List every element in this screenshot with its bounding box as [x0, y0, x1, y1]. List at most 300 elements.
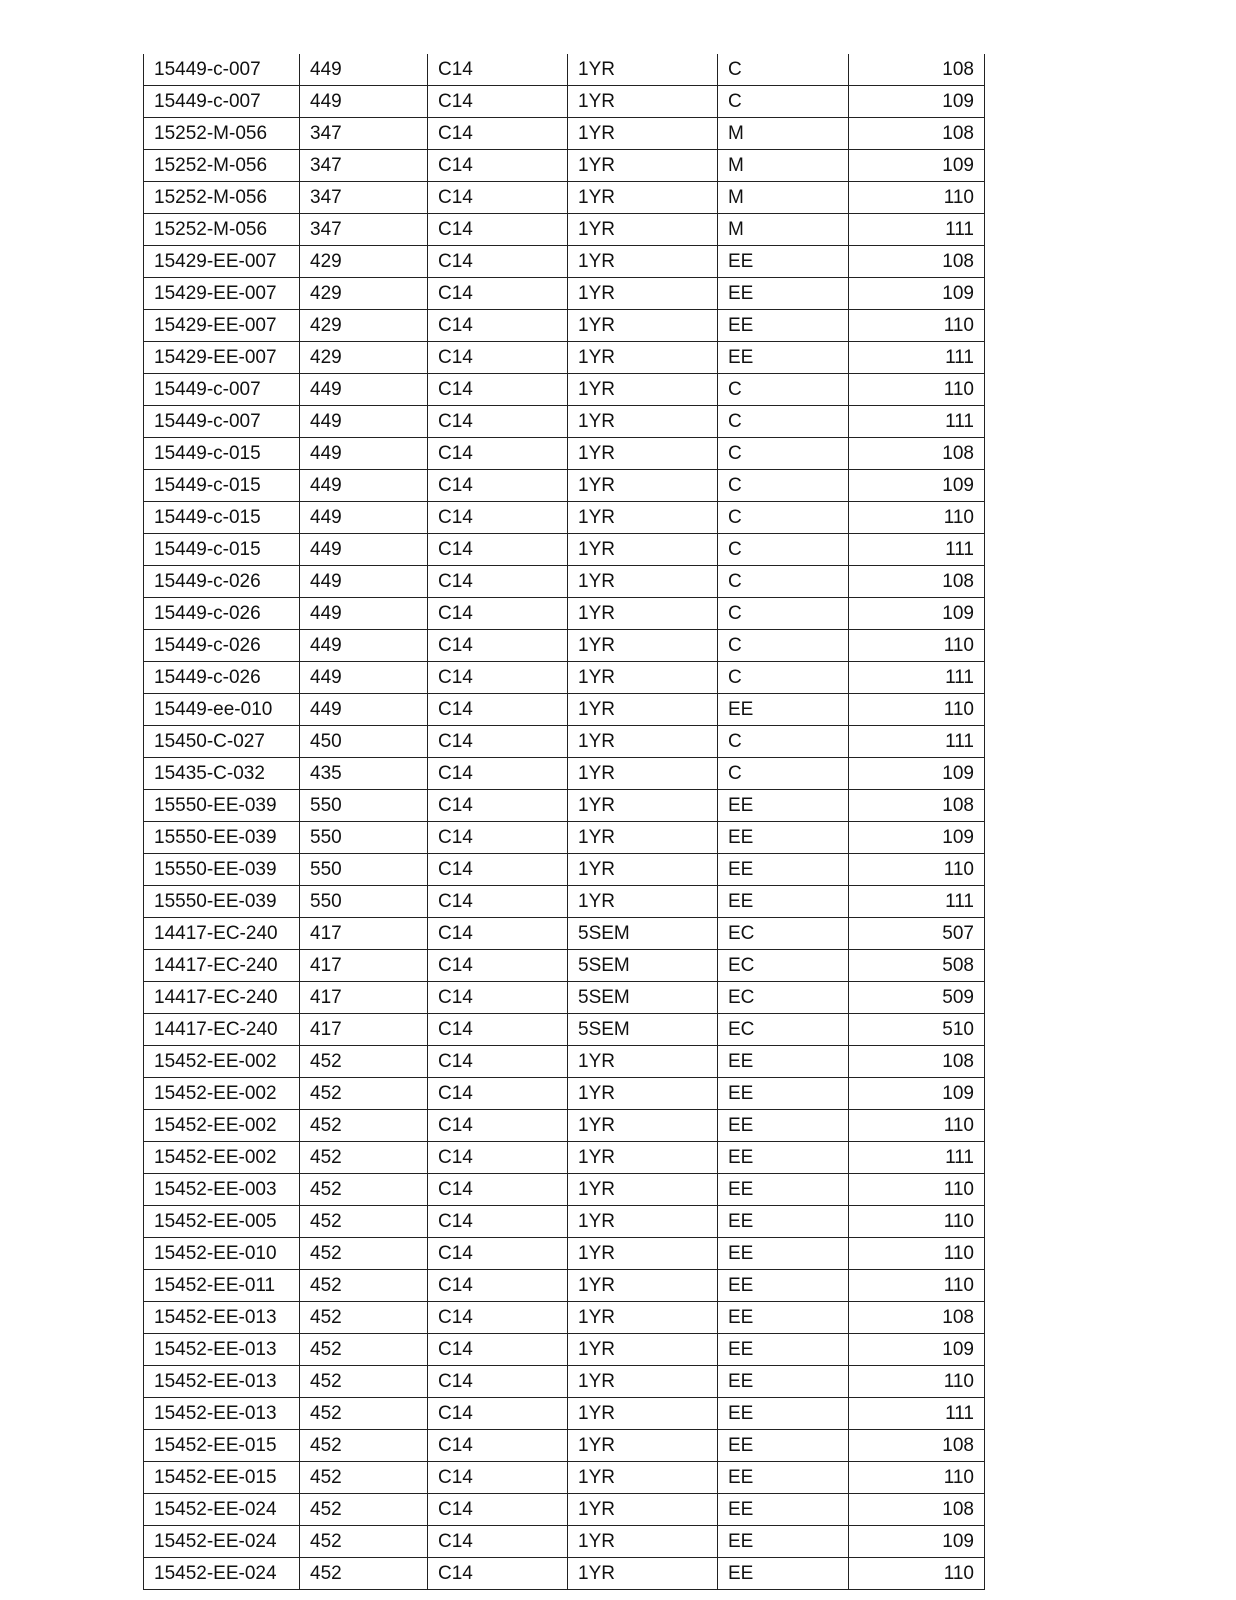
branch-cell: C [718, 534, 849, 566]
branch-cell: EE [718, 1110, 849, 1142]
table-row [144, 310, 985, 342]
sem-code-cell: 509 [849, 982, 985, 1014]
sem-code-cell: 508 [849, 950, 985, 982]
course-code-cell: 15449-c-015 [144, 502, 300, 534]
branch-cell: EE [718, 1398, 849, 1430]
scheme-cell: C14 [428, 470, 568, 502]
branch-cell: EE [718, 1494, 849, 1526]
branch-cell: EE [718, 1526, 849, 1558]
table-row [144, 598, 985, 630]
sem-code-cell: 108 [849, 438, 985, 470]
term-cell: 1YR [568, 1142, 718, 1174]
term-cell: 1YR [568, 182, 718, 214]
course-code-cell: 15452-EE-005 [144, 1206, 300, 1238]
scheme-cell: C14 [428, 534, 568, 566]
number-cell: 449 [300, 374, 428, 406]
term-cell: 1YR [568, 1398, 718, 1430]
branch-cell: C [718, 374, 849, 406]
sem-code-cell: 110 [849, 854, 985, 886]
course-code-cell: 15550-EE-039 [144, 822, 300, 854]
course-code-cell: 15449-c-007 [144, 374, 300, 406]
course-code-cell: 15452-EE-010 [144, 1238, 300, 1270]
branch-cell: EE [718, 1174, 849, 1206]
branch-cell: EE [718, 1302, 849, 1334]
sem-code-cell: 110 [849, 1558, 985, 1590]
scheme-cell: C14 [428, 1494, 568, 1526]
table-row [144, 374, 985, 406]
number-cell: 429 [300, 246, 428, 278]
number-cell: 452 [300, 1398, 428, 1430]
number-cell: 429 [300, 310, 428, 342]
course-code-cell: 15449-c-015 [144, 534, 300, 566]
course-code-cell: 15452-EE-015 [144, 1430, 300, 1462]
table-row [144, 662, 985, 694]
table-row [144, 1526, 985, 1558]
sem-code-cell: 108 [849, 1494, 985, 1526]
course-code-cell: 15449-c-015 [144, 438, 300, 470]
scheme-cell: C14 [428, 118, 568, 150]
branch-cell: C [718, 726, 849, 758]
scheme-cell: C14 [428, 1206, 568, 1238]
number-cell: 449 [300, 694, 428, 726]
table-row [144, 118, 985, 150]
number-cell: 435 [300, 758, 428, 790]
table-row [144, 790, 985, 822]
scheme-cell: C14 [428, 342, 568, 374]
number-cell: 550 [300, 854, 428, 886]
scheme-cell: C14 [428, 438, 568, 470]
sem-code-cell: 110 [849, 1206, 985, 1238]
sem-code-cell: 109 [849, 822, 985, 854]
branch-cell: EE [718, 1334, 849, 1366]
term-cell: 1YR [568, 86, 718, 118]
course-code-cell: 15450-C-027 [144, 726, 300, 758]
term-cell: 1YR [568, 822, 718, 854]
table-row [144, 726, 985, 758]
table-row [144, 1270, 985, 1302]
scheme-cell: C14 [428, 182, 568, 214]
branch-cell: C [718, 758, 849, 790]
number-cell: 417 [300, 982, 428, 1014]
table-row [144, 1302, 985, 1334]
table-row [144, 566, 985, 598]
table-row [144, 214, 985, 246]
branch-cell: EC [718, 918, 849, 950]
scheme-cell: C14 [428, 1366, 568, 1398]
course-code-cell: 14417-EC-240 [144, 1014, 300, 1046]
sem-code-cell: 108 [849, 1302, 985, 1334]
data-table [143, 54, 985, 1590]
term-cell: 1YR [568, 726, 718, 758]
branch-cell: C [718, 502, 849, 534]
term-cell: 1YR [568, 534, 718, 566]
scheme-cell: C14 [428, 982, 568, 1014]
term-cell: 1YR [568, 54, 718, 86]
branch-cell: EE [718, 278, 849, 310]
table-row [144, 1046, 985, 1078]
branch-cell: C [718, 470, 849, 502]
term-cell: 1YR [568, 1174, 718, 1206]
number-cell: 452 [300, 1046, 428, 1078]
table-row [144, 86, 985, 118]
number-cell: 452 [300, 1430, 428, 1462]
number-cell: 347 [300, 150, 428, 182]
table-row [144, 438, 985, 470]
course-code-cell: 15449-ee-010 [144, 694, 300, 726]
scheme-cell: C14 [428, 1430, 568, 1462]
term-cell: 1YR [568, 886, 718, 918]
branch-cell: EE [718, 1078, 849, 1110]
scheme-cell: C14 [428, 1558, 568, 1590]
course-code-cell: 15449-c-007 [144, 54, 300, 86]
course-code-cell: 15449-c-026 [144, 598, 300, 630]
sem-code-cell: 109 [849, 1078, 985, 1110]
term-cell: 1YR [568, 790, 718, 822]
branch-cell: M [718, 118, 849, 150]
term-cell: 1YR [568, 1462, 718, 1494]
branch-cell: EE [718, 1430, 849, 1462]
sem-code-cell: 110 [849, 374, 985, 406]
branch-cell: EE [718, 342, 849, 374]
sem-code-cell: 109 [849, 598, 985, 630]
table-row [144, 822, 985, 854]
sem-code-cell: 108 [849, 54, 985, 86]
course-code-cell: 15550-EE-039 [144, 790, 300, 822]
number-cell: 449 [300, 502, 428, 534]
term-cell: 5SEM [568, 918, 718, 950]
sem-code-cell: 110 [849, 1462, 985, 1494]
sem-code-cell: 111 [849, 662, 985, 694]
term-cell: 5SEM [568, 1014, 718, 1046]
branch-cell: EE [718, 1462, 849, 1494]
course-code-cell: 15452-EE-002 [144, 1046, 300, 1078]
number-cell: 449 [300, 470, 428, 502]
sem-code-cell: 111 [849, 534, 985, 566]
term-cell: 1YR [568, 150, 718, 182]
term-cell: 1YR [568, 598, 718, 630]
number-cell: 429 [300, 342, 428, 374]
number-cell: 452 [300, 1494, 428, 1526]
number-cell: 452 [300, 1526, 428, 1558]
term-cell: 1YR [568, 246, 718, 278]
course-code-cell: 15429-EE-007 [144, 342, 300, 374]
sem-code-cell: 110 [849, 502, 985, 534]
scheme-cell: C14 [428, 278, 568, 310]
term-cell: 1YR [568, 502, 718, 534]
sem-code-cell: 507 [849, 918, 985, 950]
branch-cell: EE [718, 694, 849, 726]
term-cell: 1YR [568, 1558, 718, 1590]
scheme-cell: C14 [428, 1110, 568, 1142]
scheme-cell: C14 [428, 1462, 568, 1494]
sem-code-cell: 109 [849, 278, 985, 310]
sem-code-cell: 109 [849, 1334, 985, 1366]
course-code-cell: 15429-EE-007 [144, 246, 300, 278]
term-cell: 5SEM [568, 950, 718, 982]
term-cell: 1YR [568, 1526, 718, 1558]
course-code-cell: 15252-M-056 [144, 214, 300, 246]
term-cell: 1YR [568, 1046, 718, 1078]
scheme-cell: C14 [428, 1014, 568, 1046]
term-cell: 1YR [568, 1302, 718, 1334]
scheme-cell: C14 [428, 214, 568, 246]
branch-cell: EE [718, 1558, 849, 1590]
table-row [144, 1558, 985, 1590]
sem-code-cell: 109 [849, 86, 985, 118]
table-row [144, 694, 985, 726]
scheme-cell: C14 [428, 1174, 568, 1206]
scheme-cell: C14 [428, 662, 568, 694]
term-cell: 1YR [568, 1110, 718, 1142]
branch-cell: EC [718, 950, 849, 982]
course-code-cell: 15452-EE-013 [144, 1398, 300, 1430]
course-code-cell: 15550-EE-039 [144, 854, 300, 886]
table-row [144, 54, 985, 86]
scheme-cell: C14 [428, 790, 568, 822]
scheme-cell: C14 [428, 1142, 568, 1174]
scheme-cell: C14 [428, 726, 568, 758]
scheme-cell: C14 [428, 1270, 568, 1302]
table-row [144, 854, 985, 886]
scheme-cell: C14 [428, 758, 568, 790]
table-body [144, 54, 985, 1590]
course-code-cell: 15449-c-026 [144, 566, 300, 598]
number-cell: 452 [300, 1366, 428, 1398]
scheme-cell: C14 [428, 630, 568, 662]
course-code-cell: 15452-EE-013 [144, 1302, 300, 1334]
sem-code-cell: 108 [849, 790, 985, 822]
course-code-cell: 15449-c-026 [144, 662, 300, 694]
table-row [144, 342, 985, 374]
number-cell: 449 [300, 662, 428, 694]
number-cell: 452 [300, 1142, 428, 1174]
table-row [144, 246, 985, 278]
branch-cell: EC [718, 1014, 849, 1046]
sem-code-cell: 111 [849, 886, 985, 918]
table-row [144, 534, 985, 566]
branch-cell: EE [718, 1270, 849, 1302]
table-row [144, 1078, 985, 1110]
course-code-cell: 15429-EE-007 [144, 310, 300, 342]
course-code-cell: 15452-EE-024 [144, 1558, 300, 1590]
term-cell: 1YR [568, 214, 718, 246]
table-row [144, 1238, 985, 1270]
scheme-cell: C14 [428, 54, 568, 86]
term-cell: 1YR [568, 406, 718, 438]
scheme-cell: C14 [428, 1398, 568, 1430]
term-cell: 1YR [568, 278, 718, 310]
term-cell: 1YR [568, 662, 718, 694]
sem-code-cell: 109 [849, 1526, 985, 1558]
number-cell: 550 [300, 886, 428, 918]
branch-cell: C [718, 566, 849, 598]
number-cell: 550 [300, 822, 428, 854]
course-code-cell: 15452-EE-002 [144, 1142, 300, 1174]
number-cell: 449 [300, 598, 428, 630]
branch-cell: EE [718, 1366, 849, 1398]
number-cell: 429 [300, 278, 428, 310]
term-cell: 1YR [568, 1078, 718, 1110]
term-cell: 1YR [568, 310, 718, 342]
term-cell: 1YR [568, 1430, 718, 1462]
number-cell: 550 [300, 790, 428, 822]
term-cell: 1YR [568, 566, 718, 598]
course-code-cell: 15452-EE-015 [144, 1462, 300, 1494]
scheme-cell: C14 [428, 854, 568, 886]
scheme-cell: C14 [428, 598, 568, 630]
branch-cell: C [718, 630, 849, 662]
term-cell: 1YR [568, 854, 718, 886]
table-row [144, 1366, 985, 1398]
number-cell: 449 [300, 566, 428, 598]
course-code-cell: 15452-EE-024 [144, 1526, 300, 1558]
number-cell: 449 [300, 630, 428, 662]
sem-code-cell: 110 [849, 1366, 985, 1398]
course-code-cell: 14417-EC-240 [144, 918, 300, 950]
branch-cell: EE [718, 1142, 849, 1174]
course-code-cell: 15550-EE-039 [144, 886, 300, 918]
course-code-cell: 15452-EE-002 [144, 1078, 300, 1110]
scheme-cell: C14 [428, 374, 568, 406]
sem-code-cell: 108 [849, 246, 985, 278]
table-row [144, 1494, 985, 1526]
scheme-cell: C14 [428, 886, 568, 918]
number-cell: 449 [300, 54, 428, 86]
branch-cell: C [718, 598, 849, 630]
term-cell: 1YR [568, 438, 718, 470]
table-row [144, 406, 985, 438]
number-cell: 449 [300, 406, 428, 438]
scheme-cell: C14 [428, 1334, 568, 1366]
sem-code-cell: 109 [849, 758, 985, 790]
number-cell: 452 [300, 1558, 428, 1590]
scheme-cell: C14 [428, 246, 568, 278]
number-cell: 452 [300, 1206, 428, 1238]
course-code-cell: 15435-C-032 [144, 758, 300, 790]
sem-code-cell: 110 [849, 182, 985, 214]
term-cell: 1YR [568, 470, 718, 502]
branch-cell: C [718, 438, 849, 470]
sem-code-cell: 111 [849, 726, 985, 758]
table-row [144, 182, 985, 214]
sem-code-cell: 110 [849, 1110, 985, 1142]
term-cell: 1YR [568, 1238, 718, 1270]
course-code-cell: 14417-EC-240 [144, 950, 300, 982]
course-code-cell: 15449-c-026 [144, 630, 300, 662]
branch-cell: EE [718, 886, 849, 918]
number-cell: 449 [300, 86, 428, 118]
sem-code-cell: 110 [849, 694, 985, 726]
course-code-cell: 15449-c-007 [144, 86, 300, 118]
scheme-cell: C14 [428, 566, 568, 598]
sem-code-cell: 110 [849, 1238, 985, 1270]
sem-code-cell: 108 [849, 118, 985, 150]
scheme-cell: C14 [428, 1526, 568, 1558]
course-code-cell: 14417-EC-240 [144, 982, 300, 1014]
scheme-cell: C14 [428, 1046, 568, 1078]
branch-cell: C [718, 86, 849, 118]
table-row [144, 150, 985, 182]
course-code-cell: 15452-EE-013 [144, 1334, 300, 1366]
term-cell: 1YR [568, 374, 718, 406]
number-cell: 449 [300, 534, 428, 566]
table-row [144, 630, 985, 662]
branch-cell: C [718, 406, 849, 438]
course-code-cell: 15452-EE-013 [144, 1366, 300, 1398]
branch-cell: EE [718, 822, 849, 854]
table-row [144, 1014, 985, 1046]
scheme-cell: C14 [428, 406, 568, 438]
course-code-cell: 15252-M-056 [144, 150, 300, 182]
sem-code-cell: 111 [849, 406, 985, 438]
table-row [144, 1430, 985, 1462]
sem-code-cell: 111 [849, 1398, 985, 1430]
sem-code-cell: 110 [849, 1270, 985, 1302]
table-row [144, 1334, 985, 1366]
sem-code-cell: 111 [849, 1142, 985, 1174]
scheme-cell: C14 [428, 310, 568, 342]
number-cell: 452 [300, 1238, 428, 1270]
sem-code-cell: 111 [849, 342, 985, 374]
number-cell: 417 [300, 918, 428, 950]
term-cell: 5SEM [568, 982, 718, 1014]
number-cell: 452 [300, 1174, 428, 1206]
number-cell: 452 [300, 1110, 428, 1142]
scheme-cell: C14 [428, 694, 568, 726]
table-row [144, 278, 985, 310]
course-code-cell: 15449-c-015 [144, 470, 300, 502]
branch-cell: EE [718, 854, 849, 886]
term-cell: 1YR [568, 1494, 718, 1526]
number-cell: 417 [300, 950, 428, 982]
number-cell: 452 [300, 1462, 428, 1494]
branch-cell: M [718, 214, 849, 246]
scheme-cell: C14 [428, 502, 568, 534]
branch-cell: EE [718, 310, 849, 342]
number-cell: 452 [300, 1334, 428, 1366]
scheme-cell: C14 [428, 150, 568, 182]
sem-code-cell: 510 [849, 1014, 985, 1046]
term-cell: 1YR [568, 694, 718, 726]
table-row [144, 982, 985, 1014]
number-cell: 347 [300, 118, 428, 150]
course-code-cell: 15252-M-056 [144, 118, 300, 150]
sem-code-cell: 108 [849, 1046, 985, 1078]
term-cell: 1YR [568, 630, 718, 662]
course-code-cell: 15449-c-007 [144, 406, 300, 438]
table-row [144, 1110, 985, 1142]
term-cell: 1YR [568, 342, 718, 374]
sem-code-cell: 109 [849, 470, 985, 502]
branch-cell: M [718, 150, 849, 182]
table-row [144, 950, 985, 982]
branch-cell: EE [718, 1206, 849, 1238]
term-cell: 1YR [568, 1366, 718, 1398]
branch-cell: C [718, 662, 849, 694]
term-cell: 1YR [568, 758, 718, 790]
number-cell: 450 [300, 726, 428, 758]
number-cell: 417 [300, 1014, 428, 1046]
table-row [144, 1462, 985, 1494]
scheme-cell: C14 [428, 918, 568, 950]
sem-code-cell: 110 [849, 630, 985, 662]
sem-code-cell: 108 [849, 566, 985, 598]
number-cell: 347 [300, 214, 428, 246]
scheme-cell: C14 [428, 1302, 568, 1334]
number-cell: 452 [300, 1302, 428, 1334]
term-cell: 1YR [568, 1270, 718, 1302]
course-code-cell: 15429-EE-007 [144, 278, 300, 310]
